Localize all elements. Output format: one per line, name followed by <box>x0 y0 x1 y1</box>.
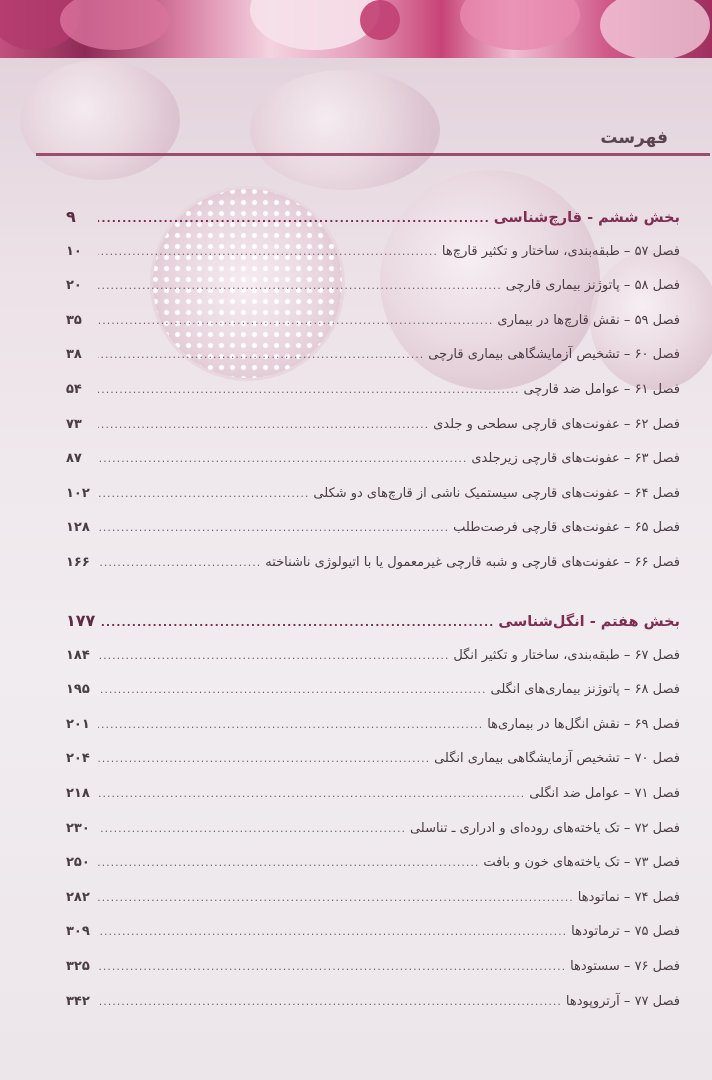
chapter-title: فصل ۶۹ – نقش انگل‌ها در بیماری‌ها <box>487 716 680 732</box>
chapter-title: فصل ۶۵ – عفونت‌های قارچی فرصت‌طلب <box>453 520 680 536</box>
chapter-page-number: ۲۰۱ <box>66 716 90 732</box>
section-title: بخش ششم - قارچ‌شناسی <box>493 210 680 226</box>
dot-leader <box>98 985 562 1020</box>
dot-leader <box>98 742 430 777</box>
chapter-page-number: ۱۶۶ <box>66 554 90 570</box>
dot-leader <box>98 477 309 512</box>
section-heading-row[interactable] <box>66 200 680 235</box>
chapter-page-number: ۱۹۵ <box>66 682 90 698</box>
dot-leader <box>98 511 449 546</box>
chapter-page-number: ۷۳ <box>66 416 82 432</box>
dot-leader <box>98 673 487 708</box>
toc-chapter-row[interactable] <box>66 269 680 304</box>
chapter-title: فصل ۷۱ – عوامل ضد انگلی <box>529 785 680 801</box>
toc-chapter-row[interactable] <box>66 950 680 985</box>
dot-leader <box>98 777 525 812</box>
chapter-page-number: ۳۲۵ <box>66 958 90 974</box>
dot-leader <box>98 338 424 373</box>
chapter-title: فصل ۶۴ – عفونت‌های قارچی سیستمیک ناشی از قارچ‌های دو شکلی <box>313 485 680 501</box>
chapter-title: فصل ۷۴ – نماتودها <box>577 889 680 905</box>
chapter-page-number: ۱۸۴ <box>66 647 90 663</box>
cover-photo-strip <box>0 0 712 62</box>
toc-chapter-row[interactable] <box>66 408 680 443</box>
dot-leader <box>98 639 449 674</box>
chapter-title: فصل ۶۱ – عوامل ضد قارچی <box>523 381 680 397</box>
toc-section-parasitology <box>66 604 680 1019</box>
chapter-title: فصل ۷۷ – آرتروپودها <box>565 993 680 1009</box>
chapter-title: فصل ۶۶ – عفونت‌های قارچی و شبه قارچی غیرمعمول یا با اتیولوژی ناشناخته <box>265 554 680 570</box>
chapter-title: فصل ۷۵ – ترماتودها <box>571 924 680 940</box>
decorative-circle <box>20 60 180 180</box>
chapter-page-number: ۳۰۹ <box>66 924 90 940</box>
page-title: فهرست <box>600 128 668 148</box>
toc-chapter-row[interactable] <box>66 846 680 881</box>
dot-leader <box>98 442 467 477</box>
chapter-page-number: ۲۳۰ <box>66 820 90 836</box>
dot-leader <box>98 915 567 950</box>
chapter-title: فصل ۷۳ – تک یاخته‌های خون و بافت <box>483 855 680 871</box>
chapter-title: فصل ۵۹ – نقش قارچ‌ها در بیماری <box>497 312 680 328</box>
chapter-page-number: ۱۰ <box>66 243 82 259</box>
chapter-page-number: ۲۵۰ <box>66 855 90 871</box>
chapter-page-number: ۳۴۲ <box>66 993 90 1009</box>
dot-leader <box>98 373 519 408</box>
toc-chapter-row[interactable] <box>66 477 680 512</box>
toc-chapter-row[interactable] <box>66 338 680 373</box>
toc-chapter-row[interactable] <box>66 881 680 916</box>
toc-section-mycology <box>66 200 680 581</box>
dot-leader <box>98 304 493 339</box>
toc-chapter-row[interactable] <box>66 673 680 708</box>
toc-chapter-row[interactable] <box>66 812 680 847</box>
section-heading-row[interactable] <box>66 604 680 639</box>
chapter-title: فصل ۶۸ – پاتوژنز بیماری‌های انگلی <box>490 682 680 698</box>
toc-chapter-row[interactable] <box>66 235 680 270</box>
chapter-page-number: ۲۸۲ <box>66 889 90 905</box>
chapter-title: فصل ۶۰ – تشخیص آزمایشگاهی بیماری قارچی <box>428 347 680 363</box>
chapter-page-number: ۱۲۸ <box>66 520 90 536</box>
dot-leader <box>98 812 406 847</box>
chapter-page-number: ۲۱۸ <box>66 785 90 801</box>
section-title: بخش هفتم - انگل‌شناسی <box>498 614 680 630</box>
chapter-title: فصل ۶۳ – عفونت‌های قارچی زیرجلدی <box>471 451 680 467</box>
dot-leader <box>98 708 483 743</box>
section-page-number: ۱۷۷ <box>66 611 96 630</box>
toc-chapter-row[interactable] <box>66 546 680 581</box>
chapter-page-number: ۲۰ <box>66 278 82 294</box>
chapter-title: فصل ۵۷ – طبقه‌بندی، ساختار و تکثیر قارچ‌ها <box>441 243 680 259</box>
chapter-page-number: ۵۴ <box>66 381 82 397</box>
toc-chapter-row[interactable] <box>66 985 680 1020</box>
header-divider <box>36 153 710 156</box>
toc-chapter-row[interactable] <box>66 373 680 408</box>
dot-leader <box>98 235 438 270</box>
chapter-page-number: ۳۸ <box>66 347 82 363</box>
chapter-page-number: ۸۷ <box>66 451 82 467</box>
chapter-page-number: ۲۰۴ <box>66 751 90 767</box>
dot-leader <box>98 269 502 304</box>
chapter-title: فصل ۷۶ – سستودها <box>570 958 680 974</box>
dot-leader <box>98 881 574 916</box>
chapter-title: فصل ۶۲ – عفونت‌های قارچی سطحی و جلدی <box>433 416 680 432</box>
toc-chapter-row[interactable] <box>66 442 680 477</box>
chapter-page-number: ۳۵ <box>66 312 82 328</box>
toc-chapter-row[interactable] <box>66 304 680 339</box>
chapter-title: فصل ۵۸ – پاتوژنز بیماری قارچی <box>505 278 680 294</box>
toc-chapter-row[interactable] <box>66 708 680 743</box>
toc-chapter-row[interactable] <box>66 639 680 674</box>
dot-leader <box>98 950 566 985</box>
toc-chapter-row[interactable] <box>66 511 680 546</box>
section-page-number: ۹ <box>66 207 76 226</box>
toc-chapter-row[interactable] <box>66 777 680 812</box>
toc-chapter-row[interactable] <box>66 915 680 950</box>
dot-leader <box>98 846 479 881</box>
toc-chapter-row[interactable] <box>66 742 680 777</box>
dot-leader <box>98 546 261 581</box>
dot-leader <box>98 408 429 443</box>
chapter-title: فصل ۶۷ – طبقه‌بندی، ساختار و تکثیر انگل <box>453 647 680 663</box>
dot-leader <box>99 606 494 641</box>
chapter-title: فصل ۷۰ – تشخیص آزمایشگاهی بیماری انگلی <box>434 751 680 767</box>
chapter-title: فصل ۷۲ – تک یاخته‌های روده‌ای و ادراری ـ تناسلی <box>409 820 680 836</box>
dot-leader <box>98 202 490 237</box>
chapter-page-number: ۱۰۲ <box>66 485 90 501</box>
